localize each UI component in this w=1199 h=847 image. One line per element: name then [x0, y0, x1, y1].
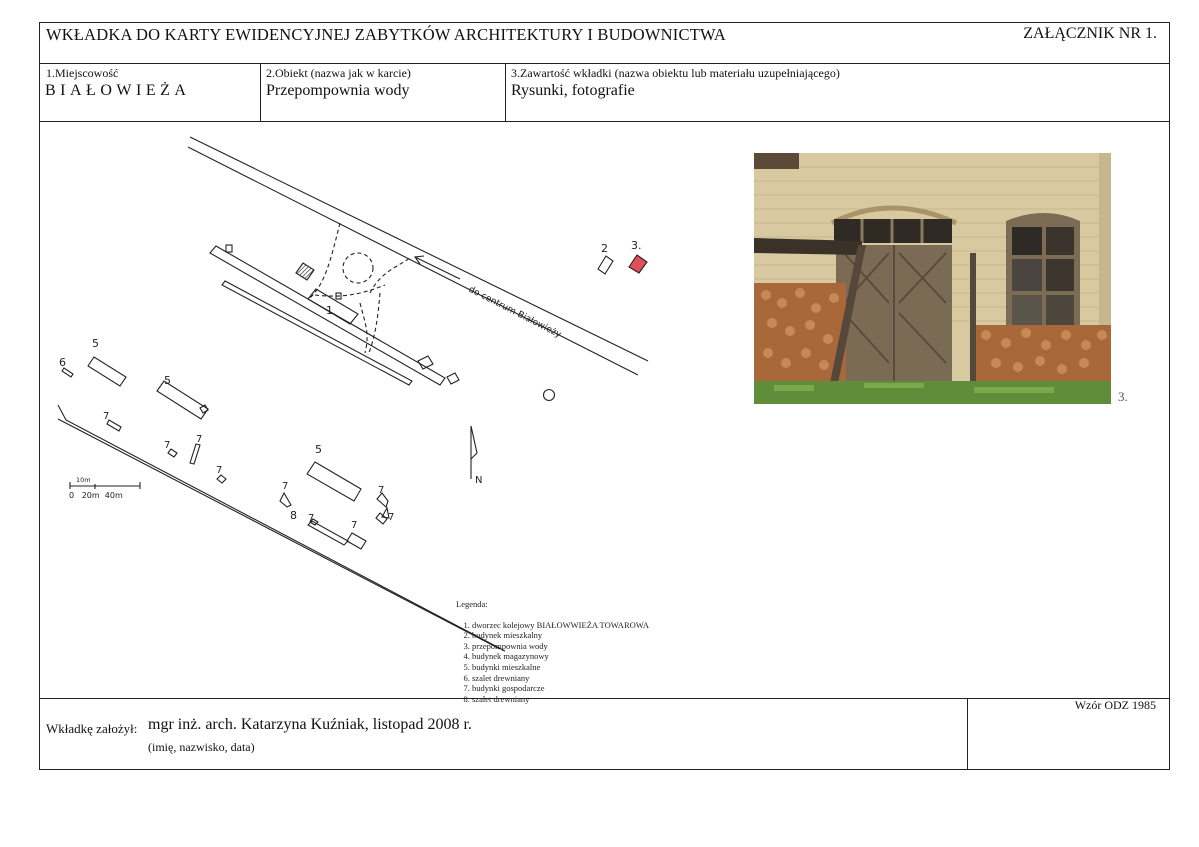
label-7f: 7 [308, 513, 315, 524]
author-hint: (imię, nazwisko, data) [148, 740, 255, 754]
lower-road-lower [58, 419, 500, 649]
label-6: 6 [59, 356, 66, 369]
locality-label: 1.Miejscowość [46, 66, 119, 80]
road-edge-upper [190, 137, 648, 361]
label-7d: 7 [216, 465, 223, 476]
author-value: mgr inż. arch. Katarzyna Kuźniak, listopad 2008 r. [148, 716, 472, 733]
cell-divider-1 [260, 63, 261, 121]
legend-title: Legenda: [456, 599, 488, 609]
legend-item: 7. budynki gospodarcze [472, 683, 649, 694]
road-arrow-icon [415, 257, 460, 279]
building-3-highlighted [629, 255, 647, 273]
label-1: 1 [326, 304, 333, 317]
label-7e: 7 [282, 481, 289, 492]
photo-pumping-station [754, 153, 1111, 404]
record-sheet [39, 22, 1170, 770]
footer-cell-divider [967, 698, 968, 770]
legend-item: 5. budynki mieszkalne [472, 662, 649, 673]
building-5c [307, 462, 361, 501]
scale-top-label: 10m [76, 476, 91, 484]
photo-caption: 3. [1118, 389, 1128, 404]
building-7i [376, 513, 387, 524]
path-dashed-2 [370, 258, 410, 293]
info-divider [40, 121, 1169, 122]
circle-marker [544, 390, 555, 401]
contents-label: 3.Zawartość wkładki (nazwa obiektu lub materiału uzupełniającego) [511, 66, 840, 80]
site-plan-area [40, 123, 1171, 704]
lower-road-upper [58, 405, 505, 651]
label-7g: 7 [351, 520, 358, 531]
building-5a [88, 357, 126, 386]
label-7c: 7 [196, 434, 203, 445]
building-7g [347, 533, 366, 549]
small-building-b [447, 373, 459, 384]
footer-divider [40, 698, 1169, 699]
label-7a: 7 [103, 411, 110, 422]
legend-item: 1. dworzec kolejowy BIAŁOWWIEŻA TOWAROWA [472, 620, 649, 631]
label-8: 8 [290, 509, 297, 522]
photo-illustration [754, 153, 1111, 404]
building-7e [280, 493, 291, 507]
object-value: Przepompownia wody [266, 82, 410, 99]
contents-value: Rysunki, fotografie [511, 82, 635, 99]
legend-item: 4. budynek magazynowy [472, 651, 649, 662]
legend-item: 8. szalet drewniany [472, 694, 649, 705]
legend [456, 599, 649, 704]
legend-item: 2. budynek mieszkalny [472, 630, 649, 641]
building-7d [217, 475, 226, 483]
document-title: WKŁADKA DO KARTY EWIDENCYJNEJ ZABYTKÓW ARCHITEKTURY I BUDOWNICTWA [46, 25, 727, 44]
label-7i: 7 [388, 512, 395, 523]
path-dashed-3 [360, 303, 367, 353]
legend-list [456, 620, 649, 705]
path-roundabout [343, 253, 373, 283]
building-6 [62, 368, 73, 377]
label-2: 2 [601, 242, 608, 255]
label-5a: 5 [92, 337, 99, 350]
cell-divider-2 [505, 63, 506, 121]
road-edge-lower [188, 147, 638, 375]
annex-number: ZAŁĄCZNIK NR 1. [1023, 25, 1157, 42]
label-3: 3. [631, 239, 642, 252]
locality-value: BIAŁOWIEŻA [45, 82, 191, 99]
hatched-block [296, 263, 314, 280]
form-reference: Wzór ODZ 1985 [1074, 698, 1156, 712]
station-annex [226, 245, 232, 252]
label-5c: 5 [315, 443, 322, 456]
label-7h: 7 [378, 485, 385, 496]
building-7c [190, 444, 200, 464]
building-2 [598, 256, 613, 274]
north-label: N [475, 475, 483, 486]
label-5b: 5 [164, 374, 171, 387]
path-dashed-1 [310, 223, 340, 298]
rail-strip [222, 281, 412, 385]
scale-bottom-label: 0 20m 40m [69, 491, 123, 500]
legend-item: 6. szalet drewniany [472, 673, 649, 684]
label-7b: 7 [164, 440, 171, 451]
legend-item: 3. przepompownia wody [472, 641, 649, 652]
road-label: do centrum Białowieży [466, 284, 563, 341]
path-dashed-4 [368, 293, 380, 355]
author-label: Wkładkę założył: [46, 721, 138, 736]
object-label: 2.Obiekt (nazwa jak w karcie) [266, 66, 411, 80]
header-divider [40, 63, 1169, 64]
